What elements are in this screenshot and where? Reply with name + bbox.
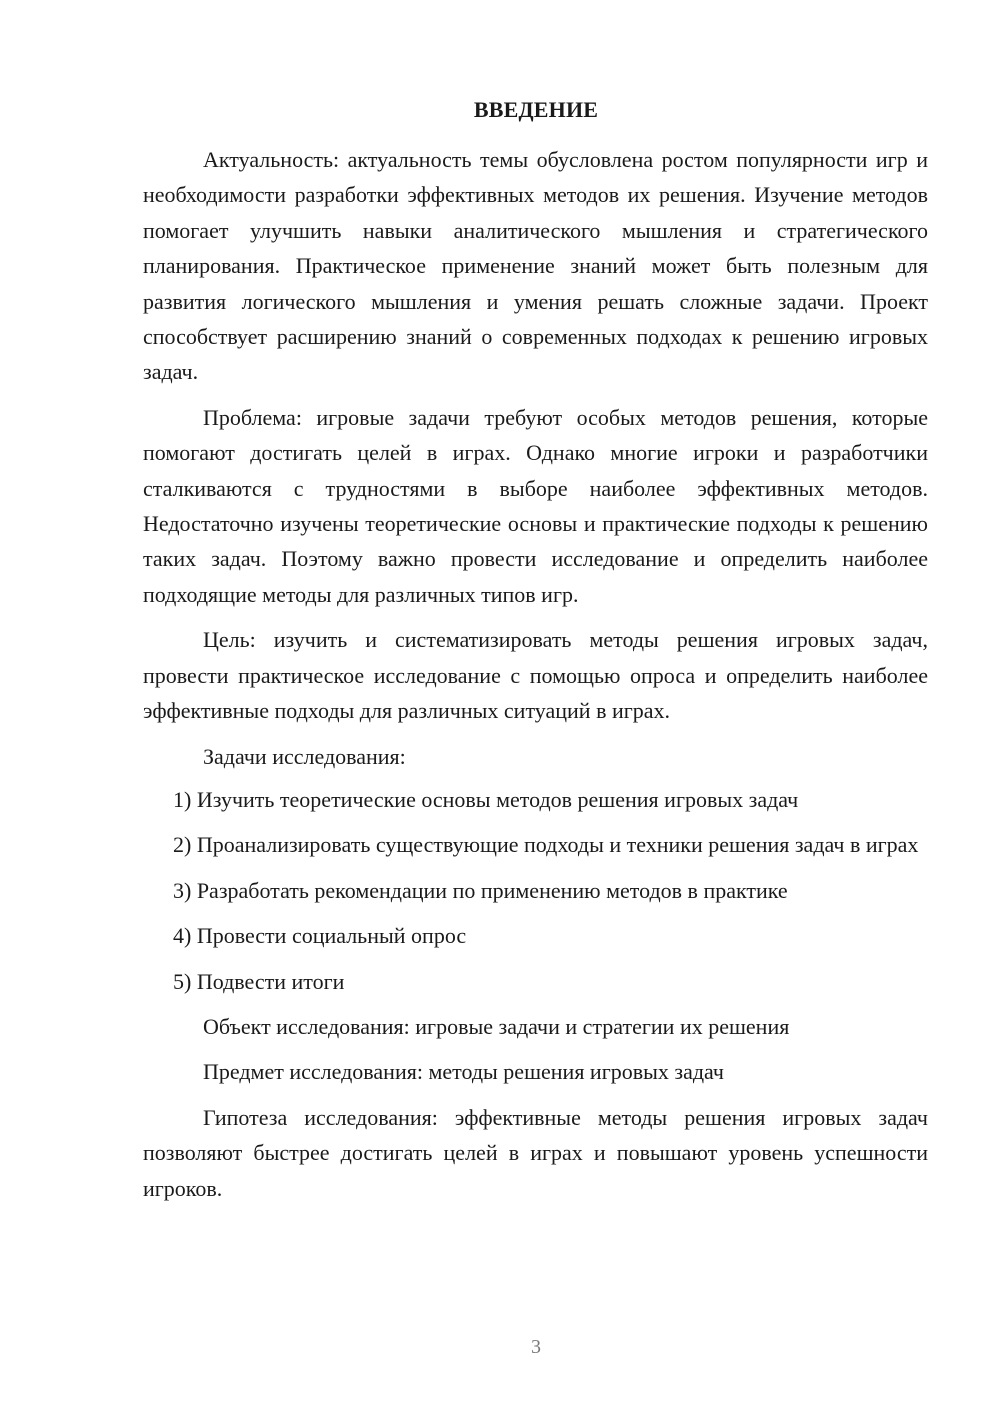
paragraph-relevance: Актуальность: актуальность темы обусловлена ростом популярности игр и необходимости разработки эффективных методов их решения. Изучение методов помогает улучшить навыки аналитического мышления и стратегического планирования. Практическое применение знаний может быть полезным для развития логического мышления и умения решать сложные задачи. Проект способствует расширению знаний о современных подходах к решению игровых задач. <box>143 147 928 385</box>
list-item: 1) Изучить теоретические основы методов решения игровых задач <box>173 786 799 812</box>
research-subject: Предмет исследования: методы решения игровых задач <box>203 1059 724 1085</box>
paragraph-problem: Проблема: игровые задачи требуют особых методов решения, которые помогают достигать целей в играх. Однако многие игроки и разработчики сталкиваются с трудностями в выборе наиболее эффективных методов. Недостаточно изучены теоретические основы и практические подходы к решению таких задач. Поэтому важно провести исследование и определить наиболее подходящие методы для различных типов игр. <box>143 404 928 607</box>
tasks-list <box>143 782 928 999</box>
page-title: ВВЕДЕНИЕ <box>473 97 599 122</box>
paragraph-goal: Цель: изучить и систематизировать методы решения игровых задач, провести практическое исследование с помощью опроса и определить наиболее эффективные подходы для различных ситуаций в играх. <box>143 627 928 724</box>
tasks-heading: Задачи исследования: <box>203 743 406 769</box>
list-item: 4) Провести социальный опрос <box>173 923 467 949</box>
page-number: 3 <box>531 1336 541 1358</box>
research-object: Объект исследования: игровые задачи и стратегии их решения <box>203 1013 790 1039</box>
research-hypothesis: Гипотеза исследования: эффективные методы решения игровых задач позволяют быстрее достигать целей в играх и повышают уровень успешности игроков. <box>143 1104 928 1201</box>
list-item: 2) Проанализировать существующие подходы и техники решения задач в играх <box>173 832 919 858</box>
list-item: 5) Подвести итоги <box>173 968 345 994</box>
list-item: 3) Разработать рекомендации по применению методов в практике <box>173 877 788 903</box>
document-body <box>143 142 928 1206</box>
